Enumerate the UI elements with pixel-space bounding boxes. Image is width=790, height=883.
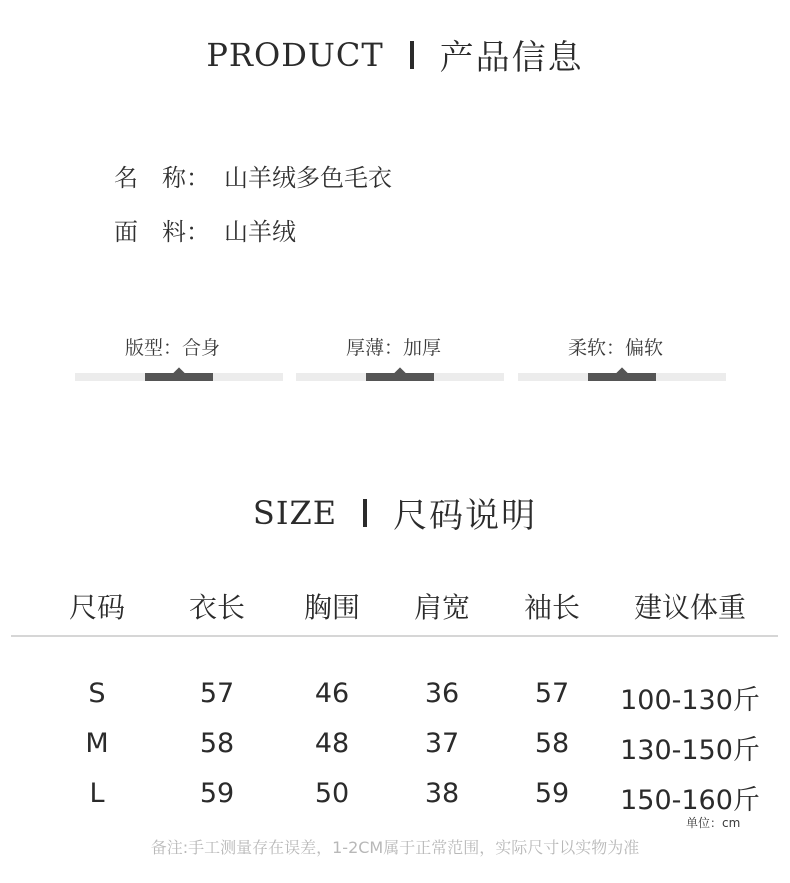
header-length: 衣长 bbox=[188, 591, 246, 624]
cell-size: L bbox=[89, 778, 105, 809]
title-divider bbox=[363, 499, 367, 527]
table-row bbox=[0, 678, 790, 718]
cell-chest: 46 bbox=[314, 678, 350, 709]
attribute-softness-label: 柔软： bbox=[568, 337, 626, 359]
product-title-en: PRODUCT bbox=[206, 35, 384, 74]
measurement-footnote: 备注:手工测量存在误差，1-2CM属于正常范围，实际尺寸以实物为准 bbox=[150, 838, 640, 857]
attribute-thickness-text bbox=[346, 333, 441, 360]
attribute-fit bbox=[75, 333, 283, 385]
size-title-en: SIZE bbox=[252, 493, 338, 532]
product-name-row bbox=[114, 158, 392, 193]
header-size: 尺码 bbox=[68, 591, 126, 624]
table-divider bbox=[11, 635, 778, 637]
product-fabric-label: 面 料： bbox=[114, 218, 210, 246]
attribute-thickness-scale bbox=[296, 373, 504, 381]
attribute-thickness-value: 加厚 bbox=[403, 337, 442, 359]
attribute-thickness-label: 厚薄： bbox=[346, 337, 404, 359]
header-weight: 建议体重 bbox=[633, 591, 747, 624]
cell-length: 58 bbox=[199, 728, 235, 759]
attribute-softness bbox=[518, 333, 726, 385]
product-name-value: 山羊绒多色毛衣 bbox=[224, 164, 392, 192]
product-name-label: 名 称： bbox=[114, 164, 210, 192]
cell-length: 59 bbox=[199, 778, 235, 809]
unit-note: 单位：cm bbox=[686, 816, 741, 830]
attribute-softness-text bbox=[568, 333, 663, 360]
cell-weight: 130-150斤 bbox=[620, 735, 760, 766]
attribute-fit-value: 合身 bbox=[182, 337, 221, 359]
title-divider bbox=[410, 41, 414, 69]
cell-weight: 100-130斤 bbox=[620, 685, 760, 716]
size-title-zh: 尺码说明 bbox=[393, 496, 538, 536]
table-row bbox=[0, 728, 790, 768]
attribute-softness-value: 偏软 bbox=[625, 337, 664, 359]
cell-size: S bbox=[88, 678, 106, 709]
attribute-fit-scale bbox=[75, 373, 283, 381]
cell-length: 57 bbox=[199, 678, 235, 709]
cell-chest: 48 bbox=[314, 728, 350, 759]
product-title-zh: 产品信息 bbox=[439, 38, 584, 78]
header-chest: 胸围 bbox=[303, 591, 361, 624]
product-fabric-value: 山羊绒 bbox=[224, 218, 296, 246]
size-section-title bbox=[0, 488, 790, 537]
table-header-row bbox=[0, 580, 790, 630]
cell-shoulder: 36 bbox=[424, 678, 460, 709]
attribute-fit-label: 版型： bbox=[125, 337, 183, 359]
cell-size: M bbox=[85, 728, 109, 759]
cell-shoulder: 37 bbox=[424, 728, 460, 759]
table-row bbox=[0, 778, 790, 818]
cell-sleeve: 58 bbox=[534, 728, 570, 759]
attribute-fit-text bbox=[125, 333, 220, 360]
product-fabric-row bbox=[114, 212, 296, 247]
cell-sleeve: 57 bbox=[534, 678, 570, 709]
attribute-thickness bbox=[296, 333, 504, 385]
header-sleeve: 袖长 bbox=[523, 591, 581, 624]
cell-chest: 50 bbox=[314, 778, 350, 809]
size-table-header bbox=[0, 580, 790, 630]
product-section-title bbox=[0, 30, 790, 79]
attribute-softness-scale bbox=[518, 373, 726, 381]
cell-sleeve: 59 bbox=[534, 778, 570, 809]
cell-weight: 150-160斤 bbox=[620, 785, 760, 816]
cell-shoulder: 38 bbox=[424, 778, 460, 809]
header-shoulder: 肩宽 bbox=[413, 591, 471, 624]
